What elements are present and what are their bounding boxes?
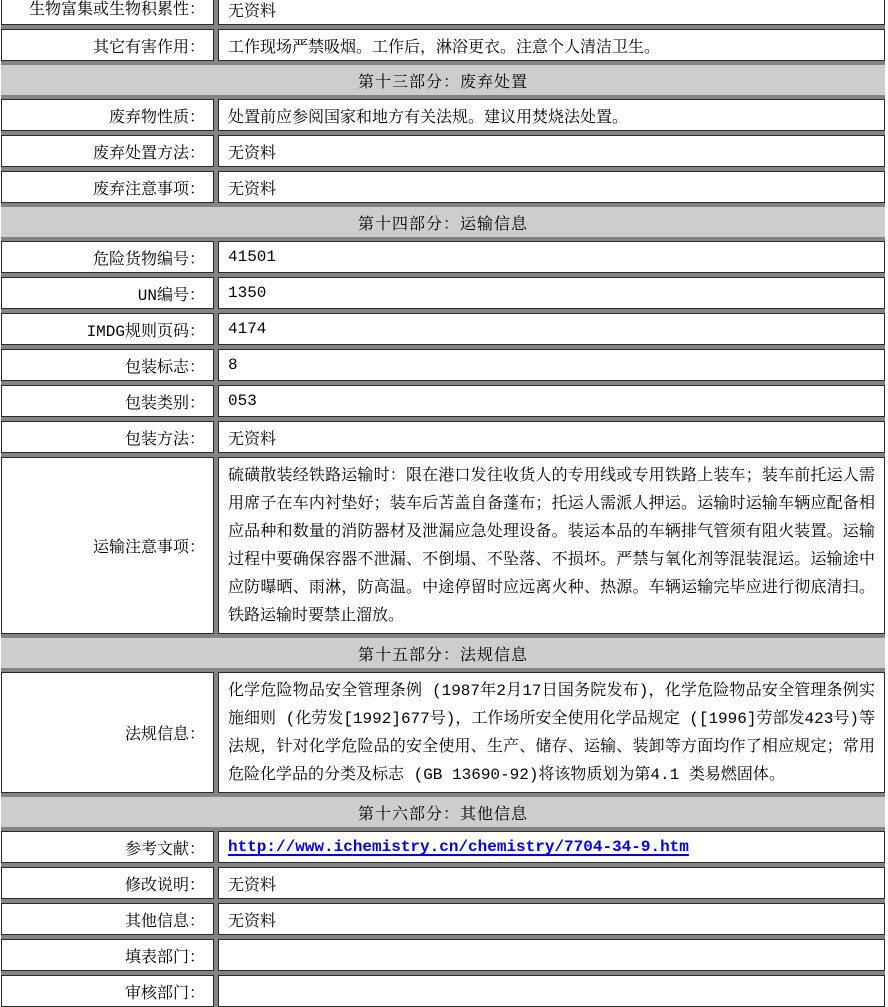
field-value: 无资料: [218, 867, 885, 899]
field-label: 危险货物编号：: [1, 241, 214, 273]
field-value: 41501: [218, 241, 885, 273]
table-row: [1, 903, 885, 935]
table-row: [1, 135, 885, 167]
table-row: [1, 0, 885, 25]
table-row: [1, 313, 885, 345]
msds-table: [1, 0, 885, 1007]
section-header-row: [1, 797, 885, 827]
field-label: 运输注意事项：: [1, 457, 214, 634]
section-title: 第十五部分：法规信息: [357, 646, 528, 665]
field-label: 废弃处置方法：: [1, 135, 214, 167]
field-label: 审核部门：: [1, 975, 214, 1007]
table-row: [1, 349, 885, 381]
section-header-row: [1, 638, 885, 668]
field-value: 无资料: [218, 421, 885, 453]
table-row: [1, 867, 885, 899]
field-value: [218, 975, 885, 1007]
field-label: 废弃注意事项：: [1, 171, 214, 203]
field-value: [218, 939, 885, 971]
table-row: [1, 99, 885, 131]
section-header-row: [1, 207, 885, 237]
field-label: 其他信息：: [1, 903, 214, 935]
field-label: 其它有害作用：: [1, 29, 214, 61]
field-value: 无资料: [218, 903, 885, 935]
section-header-row: [1, 65, 885, 95]
field-label: 参考文献：: [1, 831, 214, 863]
section-title: 第十三部分：废弃处置: [357, 73, 528, 92]
table-row: [1, 385, 885, 417]
table-row: [1, 421, 885, 453]
section-title: 第十四部分：运输信息: [357, 215, 528, 234]
field-value: 无资料: [218, 135, 885, 167]
field-value: 无资料: [218, 171, 885, 203]
field-label: IMDG规则页码：: [1, 313, 214, 345]
table-row: [1, 975, 885, 1007]
field-label: 包装标志：: [1, 349, 214, 381]
field-value: 053: [218, 385, 885, 417]
field-label: 生物富集或生物积累性：: [1, 0, 214, 25]
reference-link[interactable]: http://www.ichemistry.cn/chemistry/7704-34-9.htm: [228, 838, 689, 856]
field-value: 1350: [218, 277, 885, 309]
field-value: 8: [218, 349, 885, 381]
field-value: 硫磺散装经铁路运输时：限在港口发往收货人的专用线或专用铁路上装车；装车前托运人需用席子在车内衬垫好；装车后苫盖自备蓬布；托运人需派人押运。运输时运输车辆应配备相应品种和数量的消防器材及泄漏应急处理设备。装运本品的车辆排气管须有阻火装置。运输过程中要确保容器不泄漏、不倒塌、不坠落、不损坏。严禁与氧化剂等混装混运。运输途中应防曝晒、雨淋，防高温。中途停留时应远离火种、热源。车辆运输完毕应进行彻底清扫。铁路运输时要禁止溜放。: [218, 457, 885, 634]
section-title: 第十六部分：其他信息: [357, 805, 528, 824]
field-label: 修改说明：: [1, 867, 214, 899]
field-label: 包装方法：: [1, 421, 214, 453]
field-label: UN编号：: [1, 277, 214, 309]
table-row: [1, 457, 885, 634]
table-row: [1, 277, 885, 309]
table-row: [1, 241, 885, 273]
field-value: 无资料: [218, 0, 885, 25]
field-label: 废弃物性质：: [1, 99, 214, 131]
table-row: [1, 29, 885, 61]
field-value: 化学危险物品安全管理条例 (1987年2月17日国务院发布)，化学危险物品安全管理条例实施细则 (化劳发[1992]677号)，工作场所安全使用化学品规定 ([1996]劳部发423号)等法规，针对化学危险品的安全使用、生产、储存、运输、装卸等方面均作了相应规定；常用危险化学品的分类及标志 (GB 13690-92)将该物质划为第4.1 类易燃固体。: [218, 672, 885, 793]
field-label: 包装类别：: [1, 385, 214, 417]
field-value: 工作现场严禁吸烟。工作后，淋浴更衣。注意个人清洁卫生。: [218, 29, 885, 61]
field-value: 4174: [218, 313, 885, 345]
table-row: [1, 831, 885, 863]
table-row: [1, 672, 885, 793]
field-value: [218, 831, 885, 863]
field-label: 法规信息：: [1, 672, 214, 793]
field-label: 填表部门：: [1, 939, 214, 971]
field-value: 处置前应参阅国家和地方有关法规。建议用焚烧法处置。: [218, 99, 885, 131]
table-row: [1, 171, 885, 203]
table-row: [1, 939, 885, 971]
